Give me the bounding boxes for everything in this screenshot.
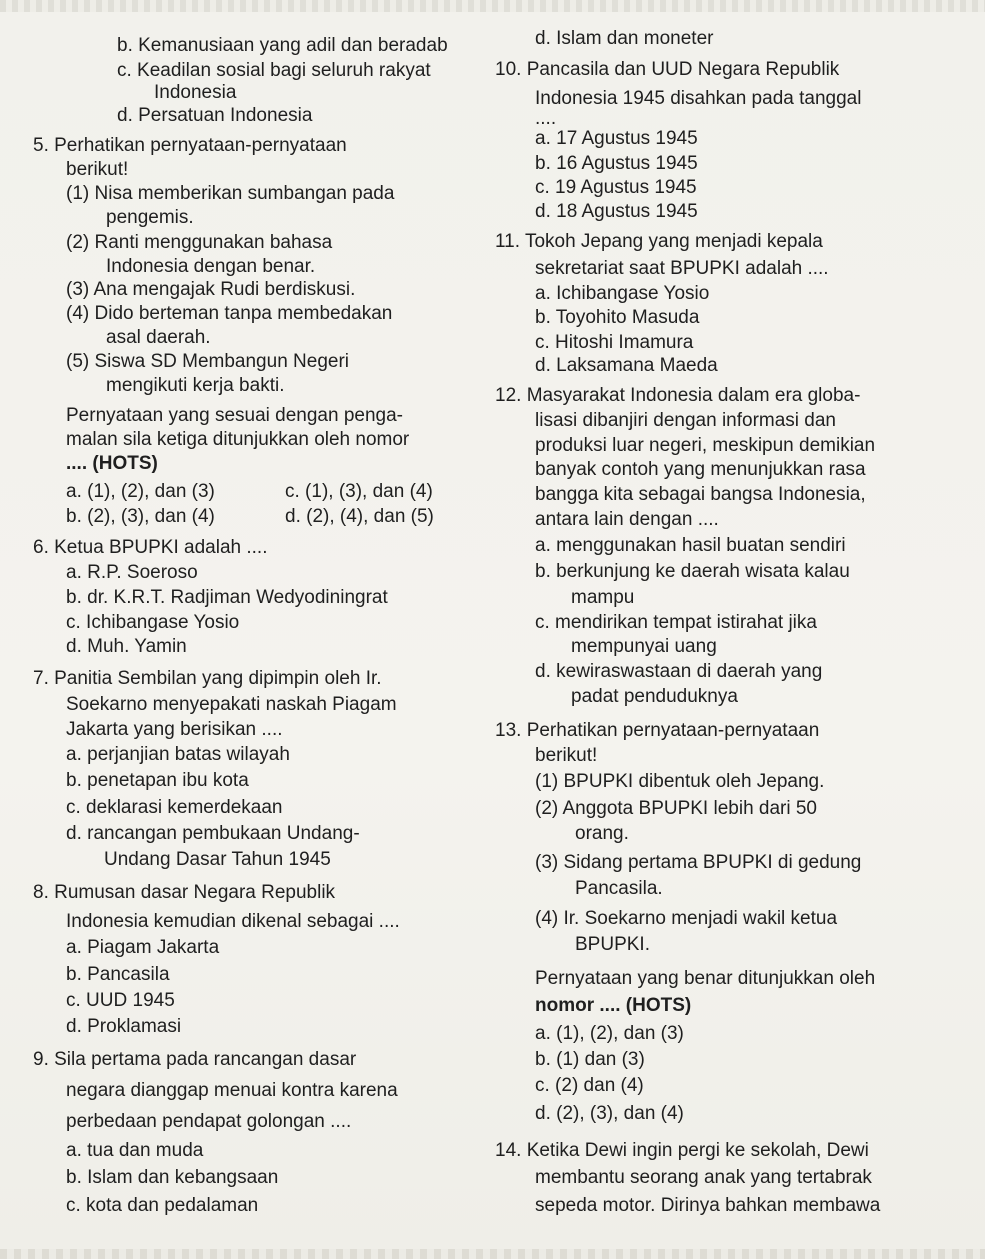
q8-stem-cont: Indonesia kemudian dikenal sebagai .... (66, 911, 400, 932)
q10-option-c: c. 19 Agustus 1945 (535, 177, 697, 198)
q12-stem-cont4: bangga kita sebagai bangsa Indonesia, (535, 484, 866, 505)
q7-stem: 7. Panitia Sembilan yang dipimpin oleh Ir. (33, 668, 382, 689)
q8-option-d: d. Proklamasi (66, 1016, 182, 1037)
q10-option-b: b. 16 Agustus 1945 (535, 153, 698, 174)
q13-statement-3: (3) Sidang pertama BPUPKI di gedung (535, 852, 862, 873)
q5-statement-4-cont: asal daerah. (106, 327, 211, 348)
q6-stem: 6. Ketua BPUPKI adalah .... (33, 537, 268, 558)
q6-option-a: a. R.P. Soeroso (66, 562, 198, 583)
q5-stem: 5. Perhatikan pernyataan-pernyataan (33, 135, 347, 156)
q5-prompt-cont: malan sila ketiga ditunjukkan oleh nomor (66, 429, 410, 450)
q7-option-c: c. deklarasi kemerdekaan (66, 797, 283, 818)
q5-statement-3: (3) Ana mengajak Rudi berdiskusi. (66, 279, 356, 300)
q5-statement-5: (5) Siswa SD Membangun Negeri (66, 351, 350, 372)
q7-option-d-cont: Undang Dasar Tahun 1945 (104, 849, 331, 870)
q13-statement-3-cont: Pancasila. (575, 878, 663, 899)
q14-stem: 14. Ketika Dewi ingin pergi ke sekolah, Dewi (495, 1140, 869, 1161)
q4-option-b: b. Kemanusiaan yang adil dan beradab (117, 35, 448, 56)
q12-stem-cont2: produksi luar negeri, meskipun demikian (535, 435, 876, 456)
q14-stem-cont2: sepeda motor. Dirinya bahkan membawa (535, 1195, 881, 1216)
q6-option-c: c. Ichibangase Yosio (66, 612, 240, 633)
q12-option-c: c. mendirikan tempat istirahat jika (535, 612, 817, 633)
q11-option-a: a. Ichibangase Yosio (535, 283, 710, 304)
q9-option-c: c. kota dan pedalaman (66, 1195, 259, 1216)
q13-option-a: a. (1), (2), dan (3) (535, 1023, 684, 1044)
q4-option-c: c. Keadilan sosial bagi seluruh rakyat (117, 60, 431, 81)
q5-statement-5-cont: mengikuti kerja bakti. (106, 375, 285, 396)
q13-statement-2-cont: orang. (575, 823, 629, 844)
q10-option-a: a. 17 Agustus 1945 (535, 128, 698, 149)
q5-option-a: a. (1), (2), dan (3) (66, 481, 215, 502)
q12-option-b-cont: mampu (571, 587, 635, 608)
q13-statement-1: (1) BPUPKI dibentuk oleh Jepang. (535, 771, 825, 792)
q11-stem-cont: sekretariat saat BPUPKI adalah .... (535, 258, 829, 279)
q13-prompt: Pernyataan yang benar ditunjukkan oleh (535, 968, 876, 989)
q5-statement-1-cont: pengemis. (106, 207, 194, 228)
q12-stem-cont: lisasi dibanjiri dengan informasi dan (535, 410, 837, 431)
q4-option-c-cont: Indonesia (154, 82, 237, 103)
q4-option-d-right: d. Islam dan moneter (535, 28, 714, 49)
q8-option-b: b. Pancasila (66, 964, 170, 985)
q13-stem: 13. Perhatikan pernyataan-pernyataan (495, 720, 820, 741)
q5-prompt: Pernyataan yang sesuai dengan penga- (66, 405, 403, 426)
q6-option-b: b. dr. K.R.T. Radjiman Wedyodiningrat (66, 587, 388, 608)
q5-prompt-hots: .... (HOTS) (66, 453, 158, 474)
q5-option-c: c. (1), (3), dan (4) (285, 481, 433, 502)
q12-option-c-cont: mempunyai uang (571, 636, 717, 657)
q13-statement-4-cont: BPUPKI. (575, 934, 650, 955)
page-top-edge (0, 0, 985, 12)
q9-option-b: b. Islam dan kebangsaan (66, 1167, 279, 1188)
q13-prompt-hots: nomor .... (HOTS) (535, 995, 692, 1016)
q13-stem-cont: berikut! (535, 745, 598, 766)
q5-option-d: d. (2), (4), dan (5) (285, 506, 434, 527)
q12-option-b: b. berkunjung ke daerah wisata kalau (535, 561, 850, 582)
q5-statement-2: (2) Ranti menggunakan bahasa (66, 232, 333, 253)
q11-stem: 11. Tokoh Jepang yang menjadi kepala (495, 231, 823, 252)
q7-stem-cont2: Jakarta yang berisikan .... (66, 719, 283, 740)
q14-stem-cont: membantu seorang anak yang tertabrak (535, 1167, 872, 1188)
q7-option-b: b. penetapan ibu kota (66, 770, 249, 791)
q13-option-b: b. (1) dan (3) (535, 1049, 645, 1070)
q4-option-d: d. Persatuan Indonesia (117, 105, 313, 126)
q10-stem: 10. Pancasila dan UUD Negara Republik (495, 59, 840, 80)
q5-statement-4: (4) Dido berteman tanpa membedakan (66, 303, 393, 324)
q12-option-d-cont: padat penduduknya (571, 686, 738, 707)
q10-option-d: d. 18 Agustus 1945 (535, 201, 698, 222)
q13-statement-4: (4) Ir. Soekarno menjadi wakil ketua (535, 908, 838, 929)
q12-stem-cont3: banyak contoh yang menunjukkan rasa (535, 459, 866, 480)
q7-option-a: a. perjanjian batas wilayah (66, 744, 290, 765)
q13-statement-2: (2) Anggota BPUPKI lebih dari 50 (535, 798, 818, 819)
q13-option-d: d. (2), (3), dan (4) (535, 1103, 684, 1124)
q9-stem: 9. Sila pertama pada rancangan dasar (33, 1049, 357, 1070)
q10-stem-cont: Indonesia 1945 disahkan pada tanggal (535, 88, 862, 109)
page-bottom-edge (0, 1249, 985, 1259)
q11-option-c: c. Hitoshi Imamura (535, 332, 694, 353)
q12-option-a: a. menggunakan hasil buatan sendiri (535, 535, 846, 556)
q7-option-d: d. rancangan pembukaan Undang- (66, 823, 360, 844)
q13-option-c: c. (2) dan (4) (535, 1075, 644, 1096)
q5-statement-1: (1) Nisa memberikan sumbangan pada (66, 183, 395, 204)
q8-option-c: c. UUD 1945 (66, 990, 175, 1011)
q5-statement-2-cont: Indonesia dengan benar. (106, 256, 316, 277)
q5-option-b: b. (2), (3), dan (4) (66, 506, 215, 527)
q10-stem-cont2: .... (535, 108, 557, 129)
q11-option-d: d. Laksamana Maeda (535, 355, 718, 376)
q8-stem: 8. Rumusan dasar Negara Republik (33, 882, 336, 903)
q12-stem-cont5: antara lain dengan .... (535, 509, 719, 530)
q7-stem-cont: Soekarno menyepakati naskah Piagam (66, 694, 397, 715)
q5-stem-cont: berikut! (66, 159, 129, 180)
q6-option-d: d. Muh. Yamin (66, 636, 187, 657)
q9-stem-cont: negara dianggap menuai kontra karena (66, 1080, 398, 1101)
q11-option-b: b. Toyohito Masuda (535, 307, 700, 328)
q8-option-a: a. Piagam Jakarta (66, 937, 220, 958)
q9-stem-cont2: perbedaan pendapat golongan .... (66, 1111, 352, 1132)
q9-option-a: a. tua dan muda (66, 1140, 204, 1161)
q12-option-d: d. kewiraswastaan di daerah yang (535, 661, 823, 682)
q12-stem: 12. Masyarakat Indonesia dalam era globa- (495, 385, 861, 406)
